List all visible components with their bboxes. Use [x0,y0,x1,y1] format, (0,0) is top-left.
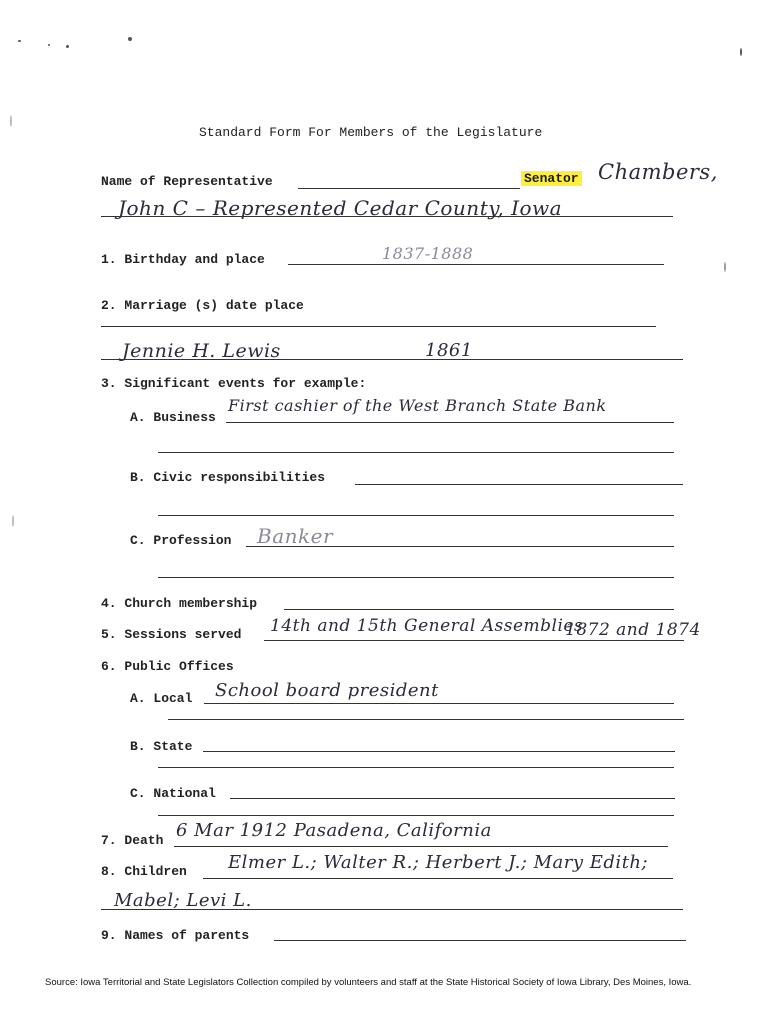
children-label: 8. Children [101,864,187,879]
children-line-2-rule [101,909,683,910]
local-value: School board president [215,680,439,701]
name-line-2 [101,216,673,217]
marriage-line-2 [101,359,683,360]
scan-speck [740,48,742,56]
children-line-2: Mabel; Levi L. [114,890,252,911]
scan-speck [12,515,14,527]
name-label: Name of Representative [101,174,273,189]
state-label: B. State [130,739,193,754]
national-line-2 [158,815,674,816]
profession-value: Banker [257,524,334,548]
birthday-line [288,264,664,265]
death-label: 7. Death [101,833,164,848]
parents-label: 9. Names of parents [101,928,250,943]
children-line-1: Elmer L.; Walter R.; Herbert J.; Mary Edith; [228,852,649,873]
profession-line-2 [158,577,674,578]
scan-speck [66,45,69,48]
marriage-line [101,326,656,327]
business-label: A. Business [130,410,216,425]
death-line [174,846,668,847]
birthday-label: 1. Birthday and place [101,252,265,267]
state-line [203,751,675,752]
national-line [230,798,675,799]
scan-speck [18,40,21,42]
civic-line [355,484,683,485]
senator-highlight: Senator [521,171,582,186]
church-label: 4. Church membership [101,596,258,611]
sessions-label: 5. Sessions served [101,627,242,642]
scan-speck [128,37,132,41]
scan-speck [48,44,50,46]
offices-label: 6. Public Offices [101,659,234,674]
national-label: C. National [130,786,216,801]
scan-speck [10,115,12,127]
state-line-2 [158,767,674,768]
local-line [204,703,674,704]
church-line [284,609,674,610]
profession-label: C. Profession [130,533,232,548]
civic-label: B. Civic responsibilities [130,470,326,485]
marriage-spouse: Jennie H. Lewis [122,340,281,362]
source-note: Source: Iowa Territorial and State Legislators Collection compiled by volunteers and staff at the State Historical Society of Iowa Library, Des Moines, Iowa. [45,977,692,988]
name-handwritten-line2: John C – Represented Cedar County, Iowa [118,196,563,220]
business-line-2 [158,452,674,453]
sessions-value: 14th and 15th General Assemblies [270,616,584,636]
civic-line-2 [158,515,674,516]
parents-line [274,940,686,941]
scan-speck [724,262,726,272]
local-line-2 [168,719,684,720]
events-label: 3. Significant events for example: [101,376,367,391]
death-value: 6 Mar 1912 Pasadena, California [176,820,492,841]
name-handwritten: Chambers, [598,160,718,184]
marriage-label: 2. Marriage (s) date place [101,298,304,313]
business-line [226,422,674,423]
name-line [298,188,520,189]
profession-line [246,546,674,547]
marriage-year: 1861 [425,340,473,361]
business-value: First cashier of the West Branch State Bank [228,396,607,415]
sessions-line [264,640,684,641]
form-title: Standard Form For Members of the Legislature [199,125,543,140]
birthday-value: 1837-1888 [382,244,474,263]
sessions-years: 1872 and 1874 [565,620,701,640]
children-line [203,878,673,879]
local-label: A. Local [130,691,193,706]
